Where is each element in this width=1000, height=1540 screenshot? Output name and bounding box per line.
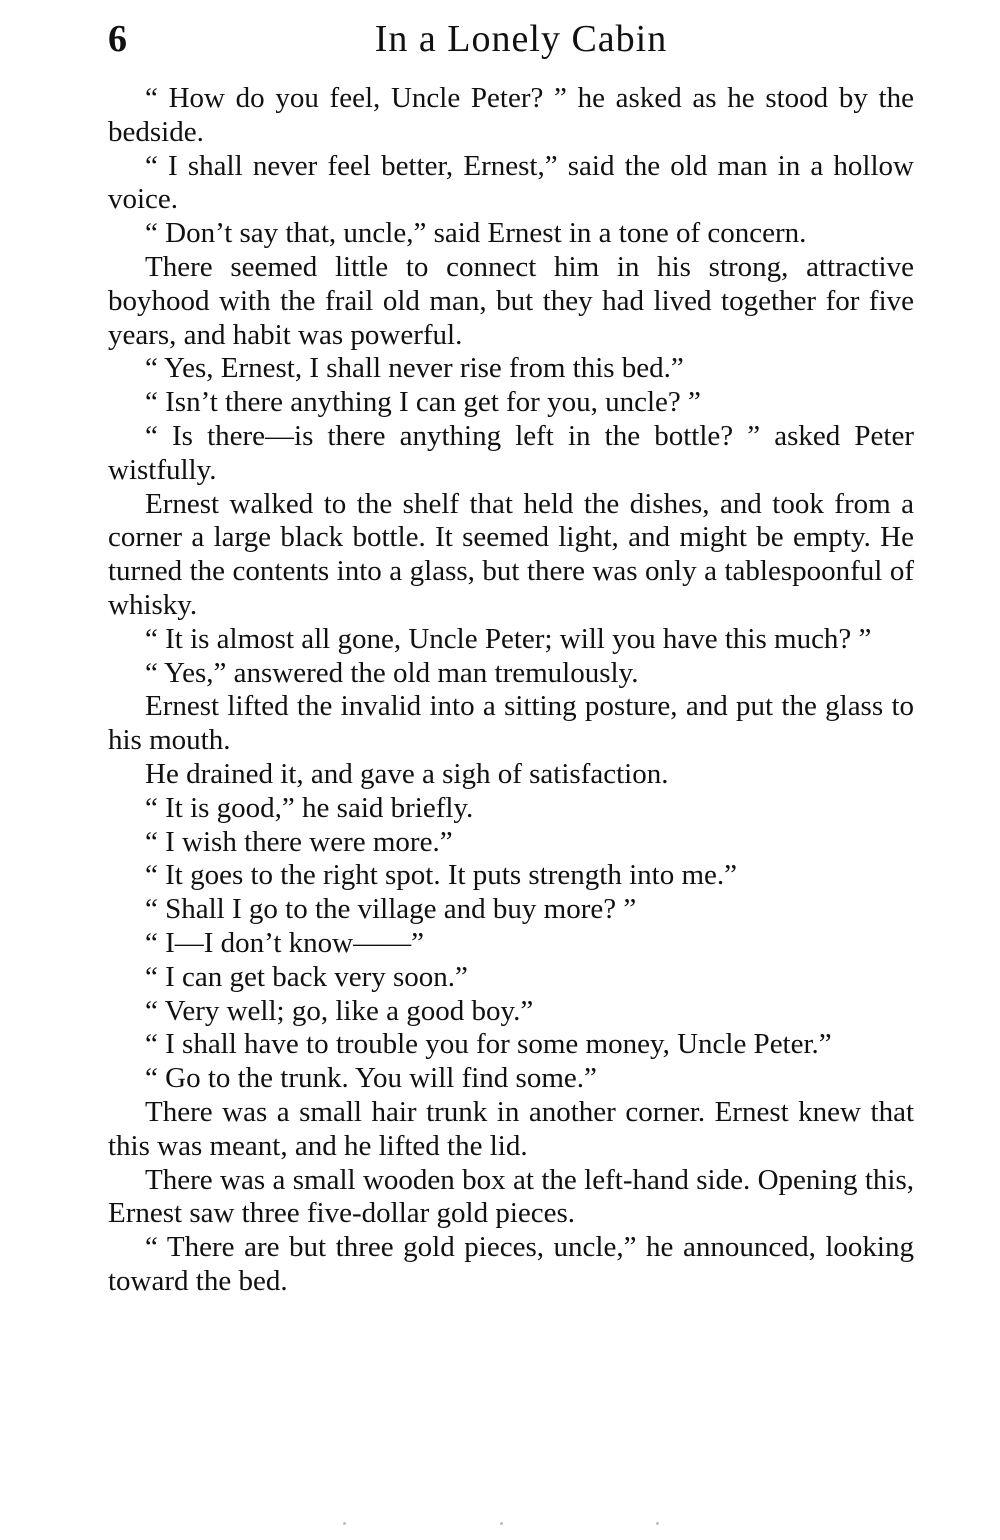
paragraph: “ It is almost all gone, Uncle Peter; will you have this much? ”: [145, 622, 872, 655]
paragraph: “ Very well; go, like a good boy.”: [145, 994, 534, 1027]
body-text: [108, 82, 914, 1299]
scan-speck: [656, 1522, 659, 1525]
paragraph: “ It is good,” he said briefly.: [145, 791, 474, 824]
paragraph: “ How do you feel, Uncle Peter? ” he asked as he stood by the bedside.: [108, 82, 914, 148]
paragraph: Ernest lifted the invalid into a sitting posture, and put the glass to his mouth.: [108, 690, 914, 757]
paragraph: There was a small wooden box at the left-hand side. Opening this, Ernest saw three five-dollar gold pieces.: [108, 1163, 914, 1230]
paragraph: There seemed little to connect him in his strong, attractive boyhood with the frail old man, but they had lived together for five years, and habit was powerful.: [108, 250, 914, 351]
paragraph: “ I shall have to trouble you for some money, Uncle Peter.”: [145, 1028, 832, 1061]
paragraph: “ Is there—is there anything left in the bottle? ” asked Peter wistfully.: [108, 419, 914, 486]
scan-speck: [500, 1522, 503, 1525]
running-head: [108, 14, 914, 64]
paragraph: He drained it, and gave a sigh of satisfaction.: [145, 757, 669, 790]
paragraph: “ Don’t say that, uncle,” said Ernest in a tone of concern.: [145, 217, 807, 250]
paragraph: “ I—I don’t know——”: [145, 926, 424, 959]
paragraph: “ Shall I go to the village and buy more? ”: [145, 893, 637, 926]
paragraph: There was a small hair trunk in another corner. Ernest knew that this was meant, and he lifted the lid.: [108, 1095, 914, 1162]
paragraph: “ Yes,” answered the old man tremulously.: [145, 656, 639, 689]
paragraph: “ It goes to the right spot. It puts strength into me.”: [145, 859, 737, 892]
paragraph: Ernest walked to the shelf that held the dishes, and took from a corner a large black bottle. It seemed light, and might be empty. He turned the contents into a glass, but there was only a tablespoonful of whisky.: [108, 487, 914, 621]
paragraph: “ Yes, Ernest, I shall never rise from this bed.”: [145, 352, 684, 385]
paragraph: “ I shall never feel better, Ernest,” said the old man in a hollow voice.: [108, 149, 914, 216]
paragraph: “ Isn’t there anything I can get for you, uncle? ”: [145, 386, 701, 419]
book-title: In a Lonely Cabin: [374, 18, 668, 60]
page-number: 6: [108, 18, 127, 60]
paragraph: “ I wish there were more.”: [145, 825, 453, 858]
scan-speck: [343, 1522, 346, 1525]
paragraph: “ There are but three gold pieces, uncle,” he announced, looking toward the bed.: [108, 1231, 914, 1297]
paragraph: “ I can get back very soon.”: [145, 960, 468, 993]
paragraph: “ Go to the trunk. You will find some.”: [145, 1062, 597, 1095]
